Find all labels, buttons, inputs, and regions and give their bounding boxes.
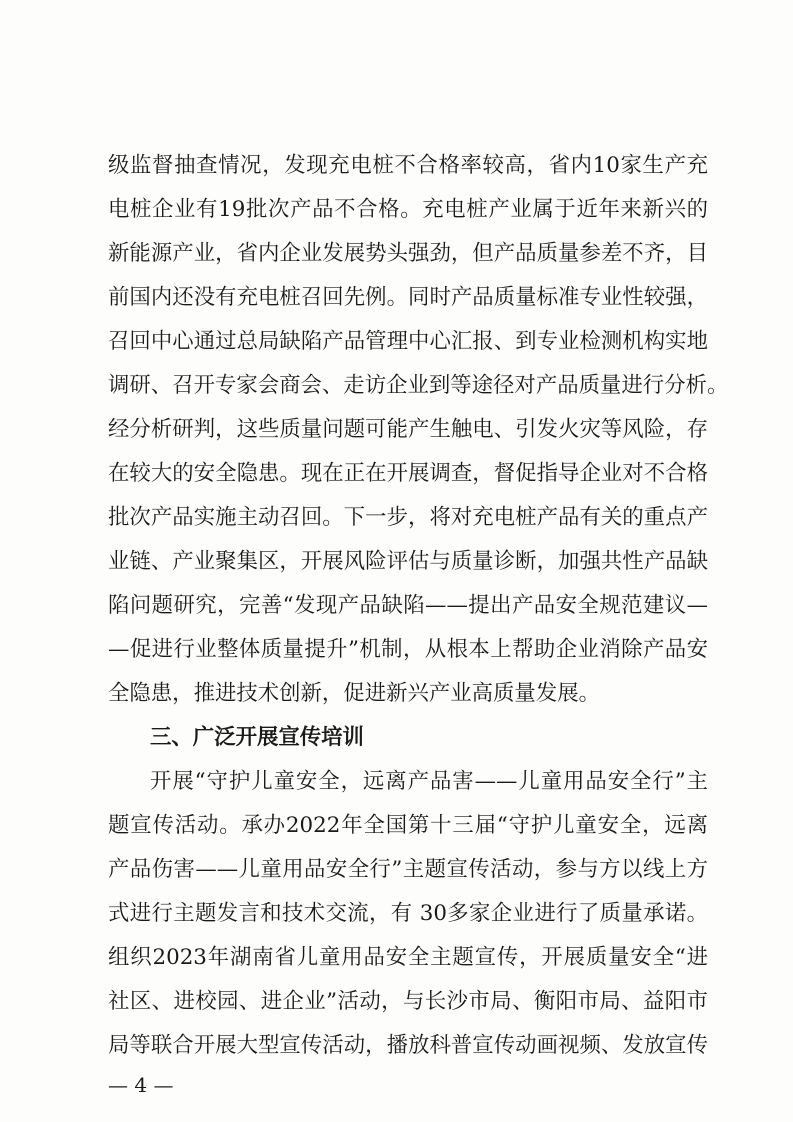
body-line-20: 局等联合开展大型宣传活动，播放科普宣传动画视频、发放宣传: [108, 1033, 708, 1058]
body-line-6: 调研、召开专家会商会、走访企业到等途径对产品质量进行分析。: [108, 373, 729, 398]
page-number: — 4 —: [108, 1073, 174, 1097]
body-line-12: —促进行业整体质量提升”机制，从根本上帮助企业消除产品安: [108, 637, 708, 662]
body-line-19: 社区、进校园、进企业”活动，与长沙市局、衡阳市局、益阳市: [108, 989, 708, 1014]
body-line-10: 业链、产业聚集区，开展风险评估与质量诊断，加强共性产品缺: [108, 549, 708, 574]
body-line-16: 产品伤害——儿童用品安全行”主题宣传活动，参与方以线上方: [108, 857, 708, 882]
body-line-15: 题宣传活动。承办2022年全国第十三届“守护儿童安全，远离: [108, 813, 708, 838]
body-line-1: 级监督抽查情况，发现充电桩不合格率较高，省内10家生产充: [108, 153, 708, 178]
body-line-18: 组织2023年湖南省儿童用品安全主题宣传，开展质量安全“进: [108, 945, 708, 970]
body-line-4: 前国内还没有充电桩召回先例。同时产品质量标准专业性较强，: [108, 285, 708, 310]
body-line-5: 召回中心通过总局缺陷产品管理中心汇报、到专业检测机构实地: [108, 329, 708, 354]
body-line-11: 陷问题研究，完善“发现产品缺陷——提出产品安全规范建议—: [108, 593, 708, 618]
body-line-2: 电桩企业有19批次产品不合格。充电桩产业属于近年来新兴的: [108, 197, 708, 222]
body-line-7: 经分析研判，这些质量问题可能产生触电、引发火灾等风险，存: [108, 417, 708, 442]
body-line-3: 新能源产业，省内企业发展势头强劲，但产品质量参差不齐，目: [108, 241, 708, 266]
section-heading: 三、广泛开展宣传培训: [150, 725, 364, 750]
body-line-13: 全隐患，推进技术创新，促进新兴产业高质量发展。: [108, 681, 600, 706]
body-line-14: 开展“守护儿童安全，远离产品害——儿童用品安全行”主: [150, 769, 708, 794]
body-line-9: 批次产品实施主动召回。下一步，将对充电桩产品有关的重点产: [108, 505, 708, 530]
body-line-17: 式进行主题发言和技术交流，有 30多家企业进行了质量承诺。: [108, 901, 708, 926]
body-line-8: 在较大的安全隐患。现在正在开展调查，督促指导企业对不合格: [108, 461, 708, 486]
